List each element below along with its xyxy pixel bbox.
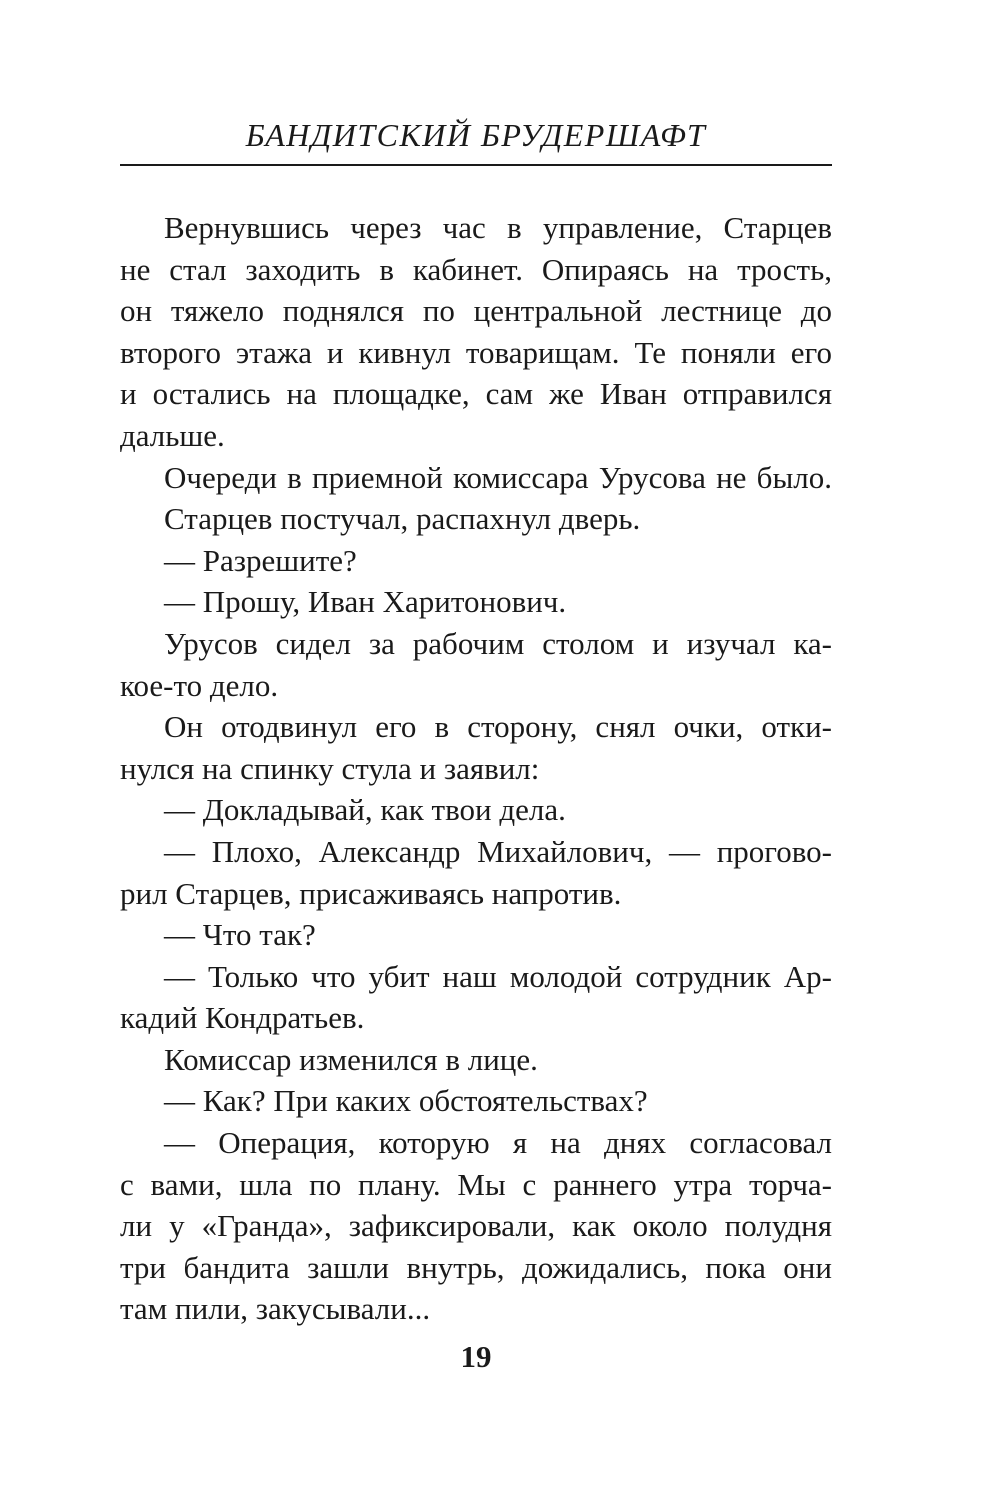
- text-line: Старцев постучал, распахнул дверь.: [164, 501, 641, 537]
- text-line: и остались на площадке, сам же Иван отправился: [120, 376, 832, 412]
- text-line: — Операция, которую я на днях согласовал: [164, 1125, 832, 1161]
- text-line: Урусов сидел за рабочим столом и изучал ка-: [164, 625, 832, 661]
- text-line: — Разрешите?: [164, 542, 357, 578]
- header-rule: [120, 164, 832, 166]
- text-line: три бандита зашли внутрь, дожидались, пока они: [120, 1249, 832, 1285]
- text-line: ли у «Гранда», зафиксировали, как около полудня: [120, 1208, 832, 1244]
- text-line: кадий Кондратьев.: [120, 1000, 365, 1036]
- text-line: — Прошу, Иван Харитонович.: [164, 584, 567, 620]
- page-number: 19: [460, 1339, 492, 1374]
- text-line: нулся на спинку стула и заявил:: [120, 750, 540, 786]
- text-line: — Плохо, Александр Михайлович, — прогово-: [164, 833, 832, 869]
- text-line: — Что так?: [164, 917, 316, 953]
- text-line: Он отодвинул его в сторону, снял очки, отки-: [164, 709, 832, 745]
- text-line: второго этажа и кивнул товарищам. Те поняли его: [120, 334, 832, 370]
- body-text: [120, 207, 832, 1330]
- running-head: БАНДИТСКИЙ БРУДЕРШАФТ: [245, 117, 707, 153]
- text-line: с вами, шла по плану. Мы с раннего утра торча-: [120, 1166, 832, 1202]
- text-line: дальше.: [120, 417, 225, 453]
- text-line: Комиссар изменился в лице.: [164, 1041, 538, 1077]
- text-line: — Как? При каких обстоятельствах?: [164, 1083, 648, 1119]
- text-line: не стал заходить в кабинет. Опираясь на трость,: [120, 251, 832, 287]
- text-line: — Докладывай, как твои дела.: [164, 792, 566, 828]
- text-line: там пили, закусывали...: [120, 1291, 431, 1327]
- text-line: — Только что убит наш молодой сотрудник Ар-: [164, 958, 832, 994]
- text-line: Очереди в приемной комиссара Урусова не было.: [164, 459, 832, 495]
- text-line: рил Старцев, присаживаясь напротив.: [120, 875, 622, 911]
- text-line: он тяжело поднялся по центральной лестнице до: [120, 293, 832, 329]
- text-line: кое-то дело.: [120, 667, 279, 703]
- text-line: Вернувшись через час в управление, Старцев: [164, 210, 832, 245]
